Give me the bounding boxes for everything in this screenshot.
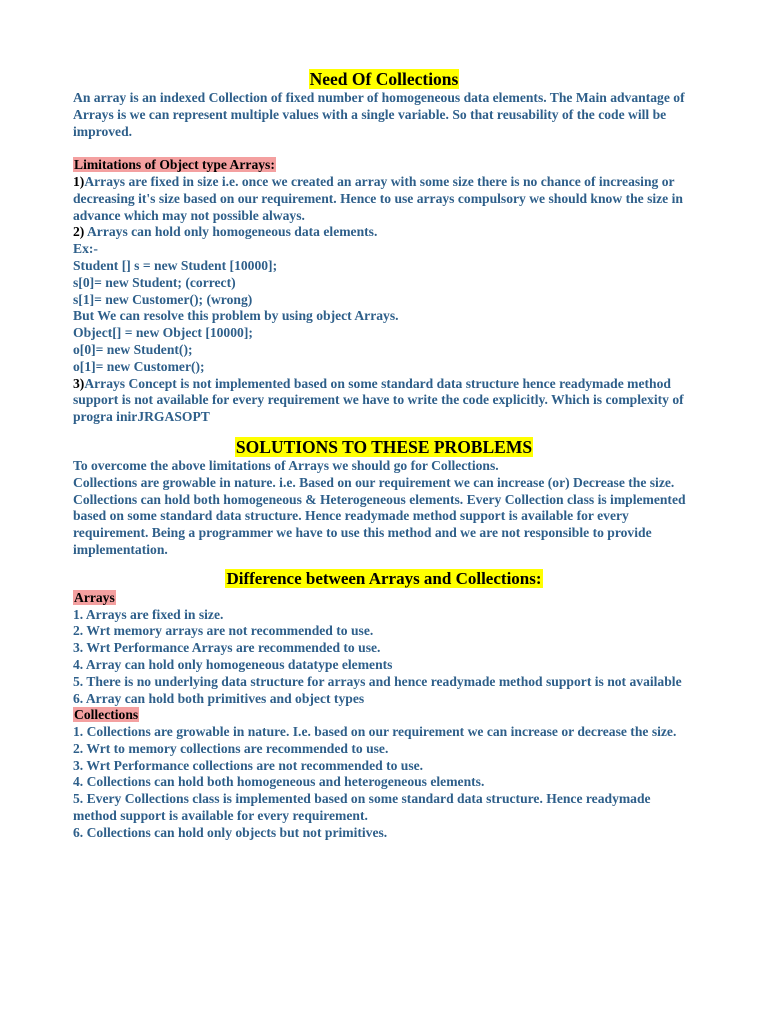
arrays-item: 6. Array can hold both primitives and object types — [73, 690, 365, 706]
collections-label: Collections — [74, 707, 139, 723]
arrays-item: 3. Wrt Performance Arrays are recommended to use. — [73, 640, 381, 656]
arrays-item: 5. There is no underlying data structure for arrays and hence readymade method support is not available — [73, 673, 682, 689]
intro-paragraph: An array is an indexed Collection of fixed number of homogeneous data elements. The Main advantage of Arrays is we can represent multiple values with a single variable. So that reusability of the code will be improved. — [73, 90, 685, 139]
solutions-line: Collections can hold both homogeneous & Heterogeneous elements. Every Collection class is implemented based on some standard data structure. Hence readymade method support is available for every requirement. Being a programmer we have to use this method and we are not responsible to provide implementation. — [73, 491, 686, 557]
collections-item: 3. Wrt Performance collections are not recommended to use. — [73, 757, 424, 773]
collections-item: 5. Every Collections class is implemented based on some standard data structure. Hence readymade method support is available for every requirement. — [73, 791, 651, 824]
page-title: Need Of Collections — [309, 69, 459, 89]
arrays-item: 2. Wrt memory arrays are not recommended to use. — [73, 623, 374, 639]
limitation-1: 1)Arrays are fixed in size i.e. once we created an array with some size there is no chance of increasing or decreasing it's size based on our requirement. Hence to use arrays compulsory we should know the size in advance which may not possible always. — [73, 173, 683, 223]
solutions-line: Collections are growable in nature. i.e. Based on our requirement we can increase (or) Decrease the size. — [73, 474, 675, 490]
code-line: o[1]= new Customer(); — [73, 358, 205, 374]
code-example — [73, 241, 695, 375]
arrays-item: 1. Arrays are fixed in size. — [73, 606, 224, 622]
collections-heading — [73, 707, 695, 724]
document-page — [73, 68, 695, 842]
collections-item: 4. Collections can hold both homogeneous and heterogeneous elements. — [73, 774, 485, 790]
code-line: But We can resolve this problem by using object Arrays. — [73, 308, 399, 324]
code-line: s[1]= new Customer(); (wrong) — [73, 291, 253, 307]
spacer — [73, 140, 695, 157]
code-line: s[0]= new Student; (correct) — [73, 274, 236, 290]
difference-heading: Difference between Arrays and Collections: — [226, 568, 542, 588]
solutions-line: To overcome the above limitations of Arrays we should go for Collections. — [73, 457, 499, 473]
code-line: o[0]= new Student(); — [73, 341, 193, 357]
solutions-heading: SOLUTIONS TO THESE PROBLEMS — [235, 436, 533, 457]
arrays-heading — [73, 590, 695, 607]
collections-item: 6. Collections can hold only objects but not primitives. — [73, 824, 388, 840]
code-line: Object[] = new Object [10000]; — [73, 325, 253, 341]
collections-item: 1. Collections are growable in nature. I.e. based on our requirement we can increase or decrease the size. — [73, 724, 677, 740]
limitation-2: 2) Arrays can hold only homogeneous data elements. — [73, 224, 378, 240]
limitations-heading — [73, 157, 695, 174]
code-line: Student [] s = new Student [10000]; — [73, 257, 278, 273]
arrays-label: Arrays — [74, 589, 115, 605]
arrays-item: 4. Array can hold only homogeneous datatype elements — [73, 656, 393, 672]
collections-item: 2. Wrt to memory collections are recommended to use. — [73, 740, 389, 756]
limitation-3: 3)Arrays Concept is not implemented based on some standard data structure hence readymade method support is not available for every requirement we have to write the code explicitly. Which is complexity of progra inirJRGASOPT — [73, 375, 684, 425]
code-line: Ex:- — [73, 241, 98, 257]
limitations-label: Limitations of Object type Arrays: — [74, 157, 275, 173]
